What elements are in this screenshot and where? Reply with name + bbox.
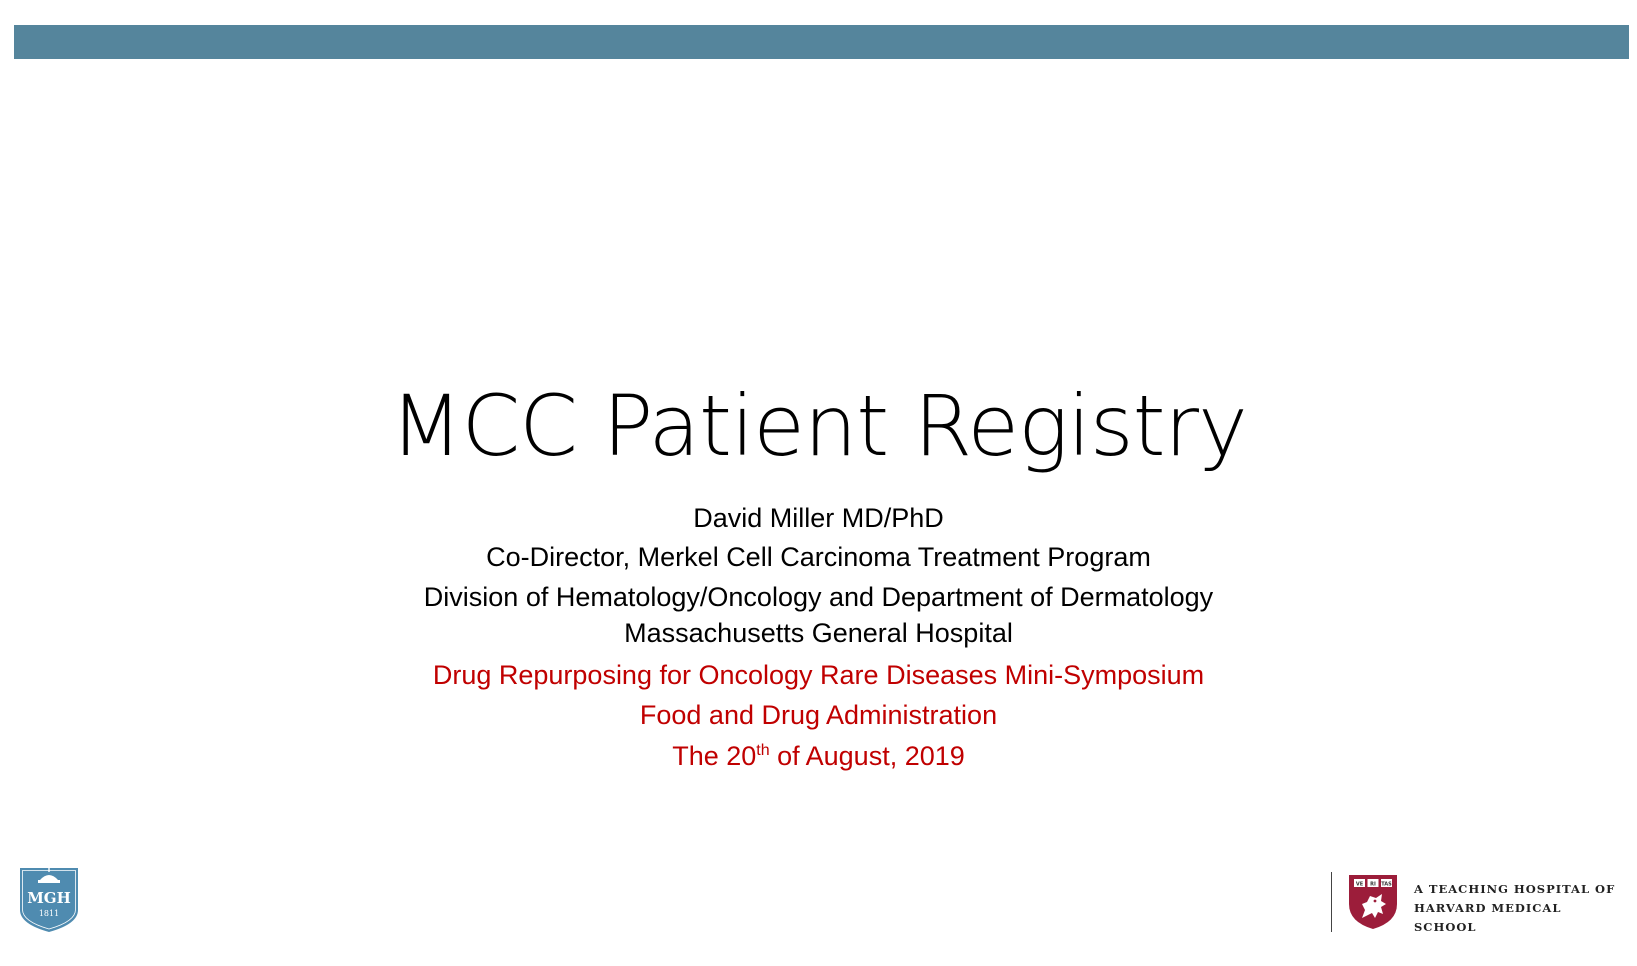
mgh-logo bbox=[18, 862, 80, 932]
shield-word-2: RI bbox=[1370, 881, 1376, 888]
harvard-tagline: A TEACHING HOSPITAL OF HARVARD MEDICAL SCHOOL bbox=[1414, 882, 1616, 934]
event-name: Drug Repurposing for Oncology Rare Diseases Mini-Symposium bbox=[432, 660, 1205, 690]
mgh-logo-year: 1811 bbox=[38, 909, 60, 918]
event-host: Food and Drug Administration bbox=[639, 700, 998, 730]
shield-word-3: TAS bbox=[1381, 881, 1392, 888]
shield-word-1: VE bbox=[1355, 881, 1364, 888]
event-date-rest: of August, 2019 bbox=[769, 741, 965, 771]
event-date-prefix: The 20 bbox=[672, 741, 757, 771]
speaker-name: David Miller MD/PhD bbox=[693, 503, 944, 533]
harvard-affiliation bbox=[1331, 872, 1621, 932]
top-accent-bar bbox=[14, 25, 1629, 59]
harvard-shield-icon bbox=[1348, 874, 1398, 930]
speaker-institution: Massachusetts General Hospital bbox=[624, 618, 1013, 648]
speaker-division: Division of Hematology/Oncology and Department of Dermatology bbox=[423, 582, 1214, 612]
mgh-logo-text: MGH bbox=[27, 889, 71, 907]
slide-title: MCC Patient Registry bbox=[390, 377, 1247, 475]
speaker-role: Co-Director, Merkel Cell Carcinoma Treatment Program bbox=[486, 542, 1151, 572]
event-date-ordinal: th bbox=[756, 742, 770, 759]
logo-divider bbox=[1331, 872, 1332, 932]
event-date bbox=[0, 740, 1637, 772]
